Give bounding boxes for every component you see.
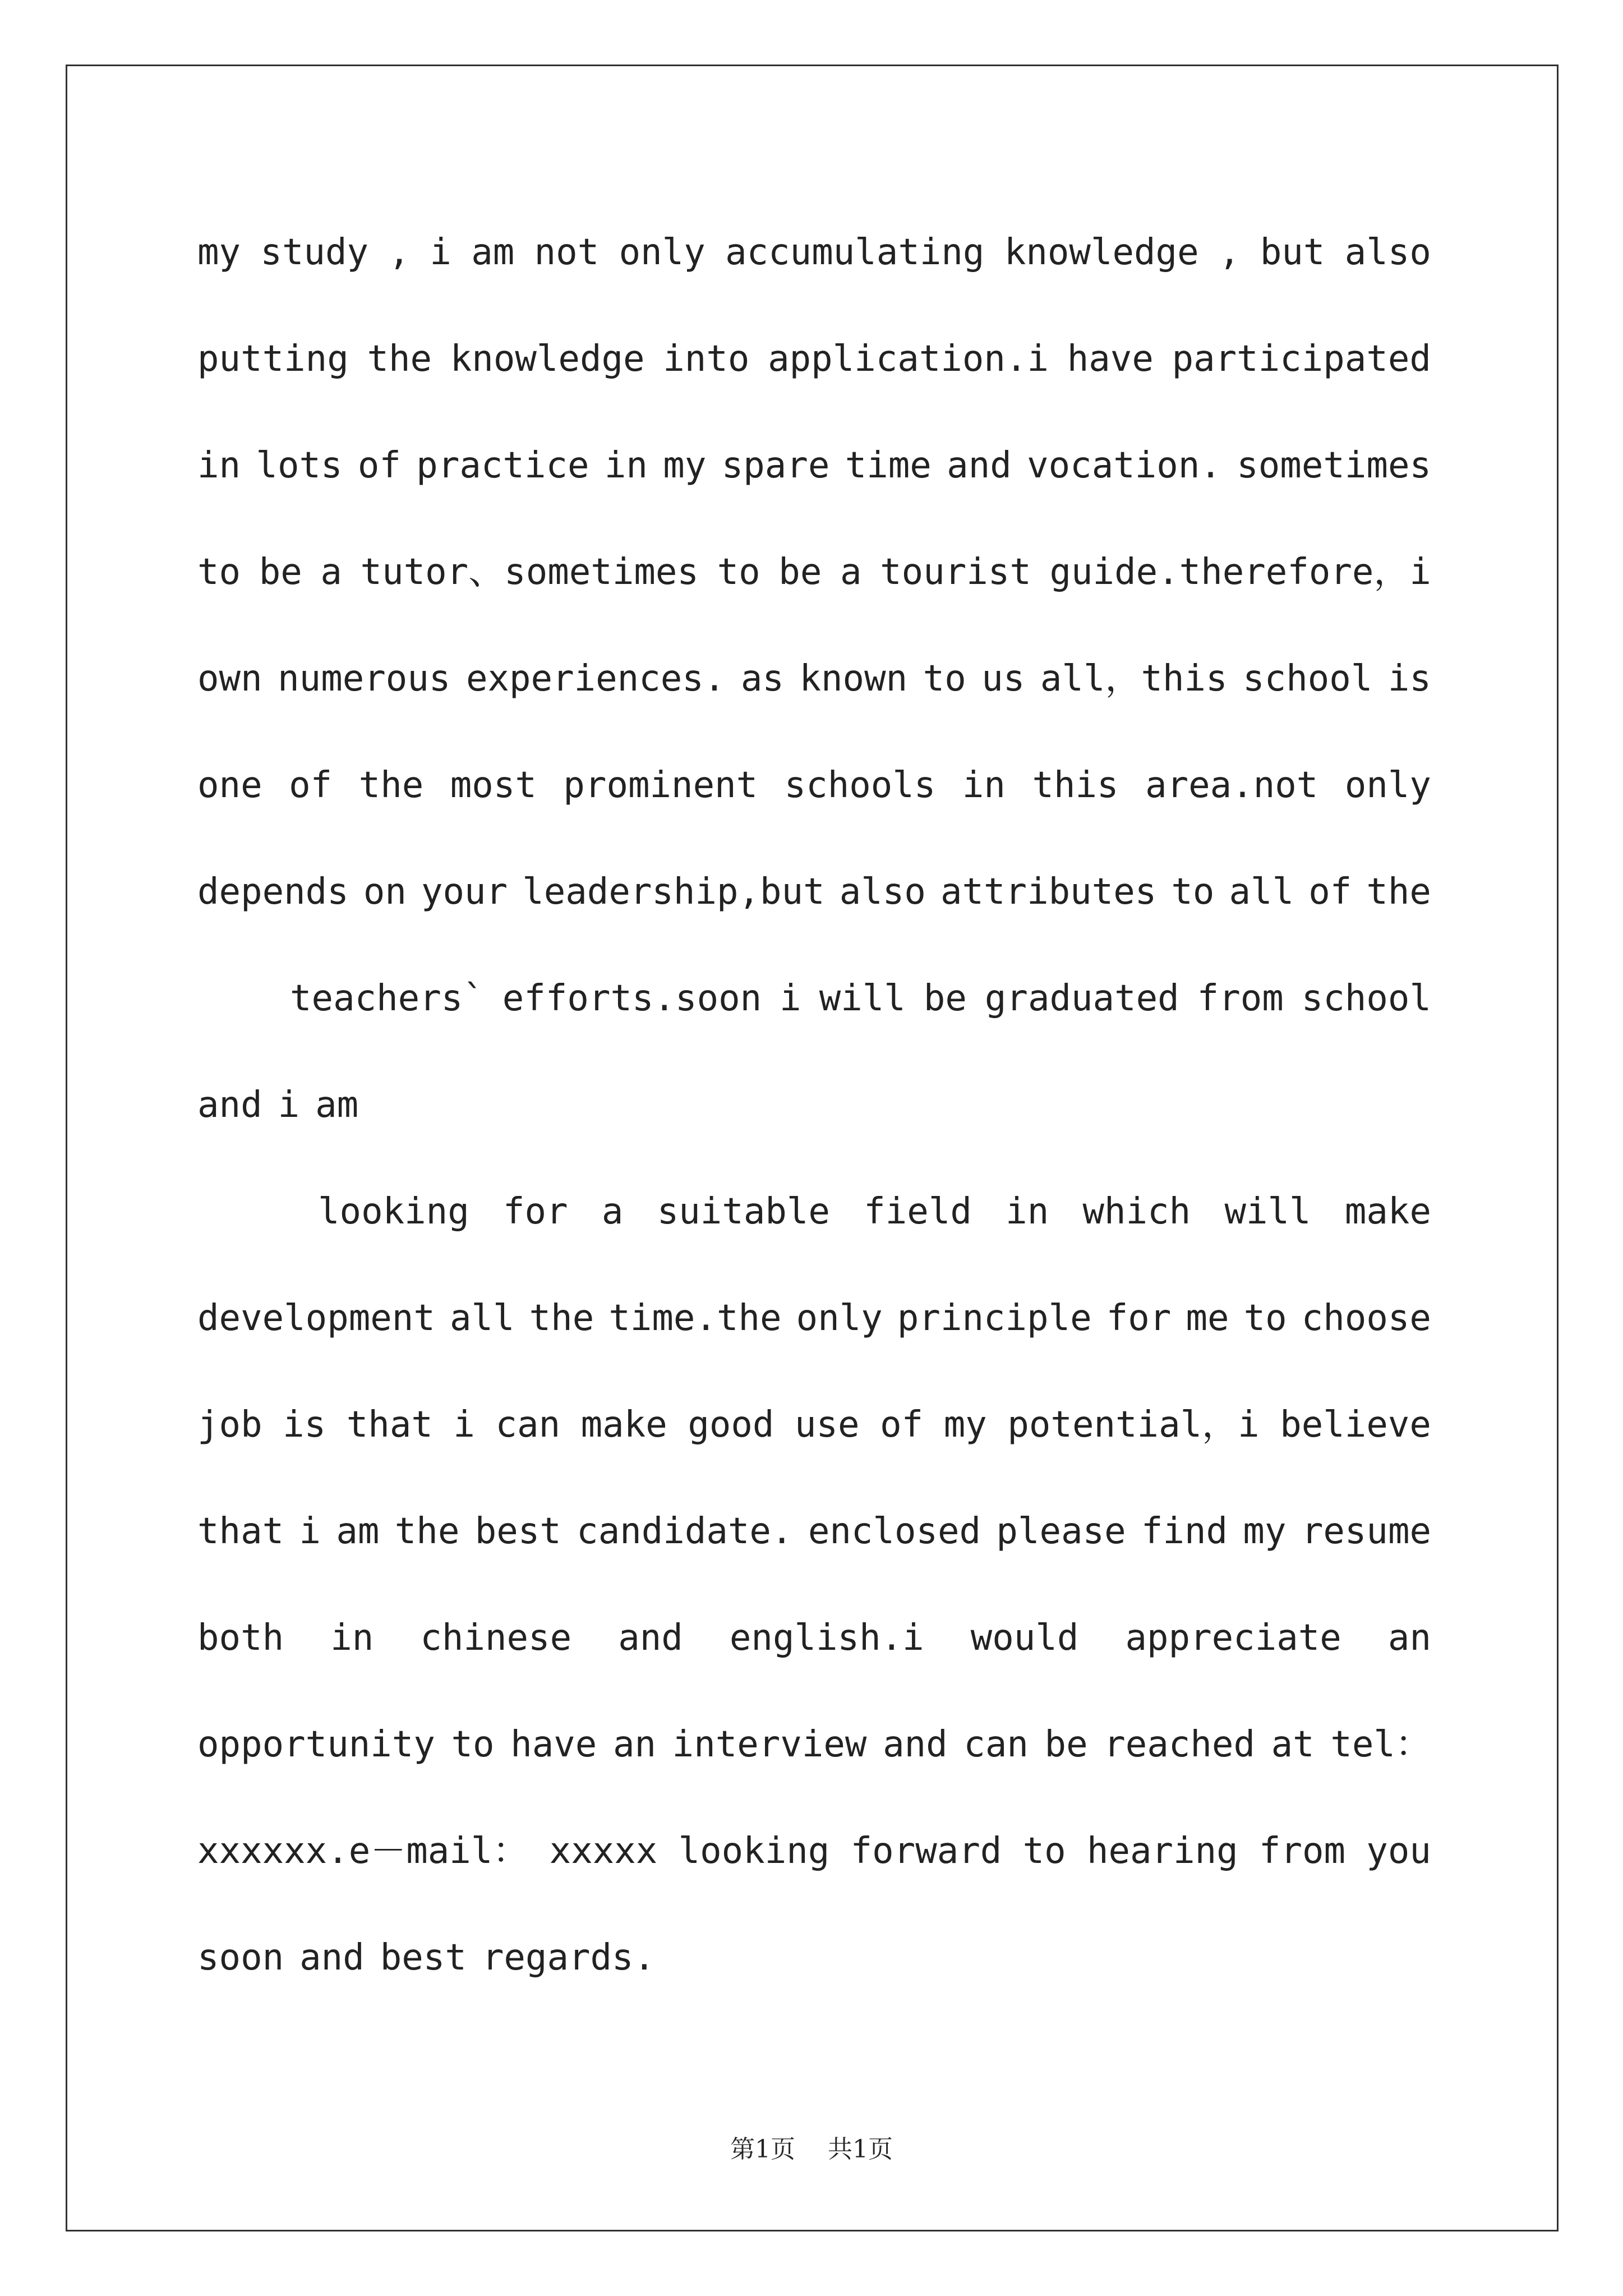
word: be (259, 551, 302, 593)
word: an (612, 1724, 657, 1765)
word: enclosed (808, 1511, 981, 1552)
word: job (197, 1404, 262, 1446)
word: would (970, 1617, 1079, 1659)
word: attributes (940, 871, 1157, 913)
word: to (1243, 1297, 1287, 1339)
text-line (197, 1930, 1431, 2036)
text-line (197, 1610, 1431, 1717)
word: sometimes (1237, 445, 1431, 486)
word: in (330, 1617, 374, 1659)
word: interview (672, 1724, 867, 1765)
text-line (197, 224, 1431, 331)
word: to (717, 551, 760, 593)
word: from (1258, 1830, 1346, 1872)
word: that (346, 1404, 433, 1446)
word: lots (256, 445, 343, 486)
word: my (197, 232, 241, 273)
word: that (197, 1511, 284, 1552)
text-line (197, 544, 1431, 651)
word: , (1218, 232, 1241, 273)
text-line (197, 1503, 1431, 1610)
word: only (796, 1297, 883, 1339)
word: hearing (1086, 1830, 1238, 1872)
word: a (320, 551, 342, 593)
word: schools (784, 765, 936, 806)
word: chinese (420, 1617, 572, 1659)
word: your (421, 871, 508, 913)
word: is (1387, 658, 1431, 700)
word: tel： (1330, 1724, 1431, 1765)
text-line (197, 438, 1431, 544)
word: forward (850, 1830, 1002, 1872)
word: make (1344, 1191, 1431, 1232)
word: practice (416, 445, 589, 486)
word: graduated (984, 978, 1179, 1019)
word: be (1044, 1724, 1088, 1765)
word: tourist (880, 551, 1031, 593)
word: please (996, 1511, 1126, 1552)
word: all (1229, 871, 1294, 913)
word: for (1106, 1297, 1172, 1339)
word: be (778, 551, 822, 593)
word: i (453, 1404, 475, 1446)
word: potential，i (1007, 1404, 1260, 1446)
word: a (601, 1191, 624, 1232)
text-line (197, 864, 1431, 970)
word: am (471, 232, 515, 273)
word: have (1067, 338, 1154, 380)
word: to (1171, 871, 1215, 913)
word: participated (1172, 338, 1431, 380)
word: i (299, 1511, 321, 1552)
word: of (357, 445, 401, 486)
word: me (1186, 1297, 1229, 1339)
word: is (283, 1404, 326, 1446)
word: candidate. (577, 1511, 793, 1552)
word: can (963, 1724, 1029, 1765)
word: school (1243, 658, 1373, 700)
word: tutor、sometimes (360, 551, 699, 593)
word: looking (678, 1830, 830, 1872)
word: can (495, 1404, 561, 1446)
word: of (880, 1404, 924, 1446)
text-line (197, 1397, 1431, 1503)
word: i (430, 232, 451, 273)
word: , (388, 232, 410, 273)
text-line (197, 757, 1431, 864)
word: guide.therefore，i (1049, 551, 1431, 593)
word: an (1387, 1617, 1431, 1659)
word: looking (318, 1191, 469, 1232)
word: in (1006, 1191, 1049, 1232)
word: and (299, 1937, 365, 1978)
word: teachers` (290, 978, 485, 1019)
word: you (1366, 1830, 1431, 1872)
text-line (197, 1290, 1431, 1397)
word: to (197, 551, 241, 593)
word: accumulating (725, 232, 985, 273)
word: which (1082, 1191, 1191, 1232)
word: only (619, 232, 706, 273)
word: known (799, 658, 908, 700)
word: also (1344, 232, 1431, 273)
word: to (1022, 1830, 1066, 1872)
word: for (503, 1191, 568, 1232)
word: principle (897, 1297, 1092, 1339)
word: will (819, 978, 906, 1019)
word: efforts.soon (502, 978, 762, 1019)
word: spare (721, 445, 830, 486)
word: numerous (278, 658, 451, 700)
word: time.the (608, 1297, 782, 1339)
text-line (197, 970, 1431, 1077)
word: school (1301, 978, 1431, 1019)
word: the (529, 1297, 594, 1339)
page-footer (0, 2129, 1623, 2165)
word: to (451, 1724, 495, 1765)
word: leadership,but (522, 871, 825, 913)
word: opportunity (197, 1724, 435, 1765)
word: all，this (1040, 658, 1228, 700)
text-line (197, 651, 1431, 757)
word: vocation. (1027, 445, 1221, 486)
word: a (840, 551, 862, 593)
word: suitable (657, 1191, 830, 1232)
word: regards. (482, 1937, 656, 1978)
word: of (1308, 871, 1352, 913)
word: resume (1301, 1511, 1431, 1552)
word: only (1344, 765, 1431, 806)
word: xxxxx (549, 1830, 658, 1872)
text-line (197, 1717, 1431, 1823)
word: both (197, 1617, 284, 1659)
word: experiences. (465, 658, 726, 700)
word: will (1224, 1191, 1311, 1232)
word: this (1032, 765, 1119, 806)
page-number: 第1页 (730, 2135, 795, 2164)
word: am (336, 1511, 380, 1552)
word: at (1271, 1724, 1315, 1765)
word: own (197, 658, 262, 700)
word: find (1141, 1511, 1228, 1552)
text-line (197, 1077, 1431, 1184)
word: be (923, 978, 967, 1019)
word: also (839, 871, 926, 913)
word: english.i (729, 1617, 924, 1659)
word: knowledge (450, 338, 645, 380)
word: putting (197, 338, 349, 380)
word: i (278, 1084, 300, 1126)
word: development (197, 1297, 435, 1339)
word: the (358, 765, 424, 806)
word: good (688, 1404, 774, 1446)
word: and (197, 1084, 262, 1126)
word: believe (1280, 1404, 1431, 1446)
word: field (864, 1191, 972, 1232)
word: in (604, 445, 648, 486)
word: us (981, 658, 1025, 700)
word: and (947, 445, 1012, 486)
word: time (845, 445, 932, 486)
word: choose (1301, 1297, 1431, 1339)
page-total: 共1页 (828, 2135, 893, 2164)
word: all (449, 1297, 515, 1339)
word: as (740, 658, 784, 700)
word: my (663, 445, 707, 486)
word: best (380, 1937, 467, 1978)
word: the (367, 338, 432, 380)
word: from (1197, 978, 1284, 1019)
word: area.not (1145, 765, 1318, 806)
word: to (923, 658, 966, 700)
word: reached (1104, 1724, 1255, 1765)
word: but (1260, 232, 1325, 273)
word: of (289, 765, 333, 806)
word: into (663, 338, 750, 380)
word: depends (197, 871, 349, 913)
word: most (450, 765, 537, 806)
word: and (618, 1617, 683, 1659)
document-body (197, 224, 1431, 2036)
word: one (197, 765, 262, 806)
text-line (197, 331, 1431, 438)
word: am (315, 1084, 359, 1126)
word: application.i (768, 338, 1049, 380)
word: soon (197, 1937, 284, 1978)
word: in (962, 765, 1006, 806)
word: best (474, 1511, 561, 1552)
word: study (260, 232, 369, 273)
word: the (1366, 871, 1431, 913)
text-line (197, 1823, 1431, 1930)
word: my (1243, 1511, 1287, 1552)
word: make (580, 1404, 667, 1446)
text-line (197, 1184, 1431, 1290)
word: knowledge (1004, 232, 1199, 273)
word: use (794, 1404, 860, 1446)
word: have (510, 1724, 597, 1765)
word: my (943, 1404, 987, 1446)
word: xxxxxx.e－mail： (197, 1830, 529, 1872)
word: the (394, 1511, 460, 1552)
word: on (363, 871, 407, 913)
word: appreciate (1125, 1617, 1341, 1659)
word: in (197, 445, 241, 486)
word: i (780, 978, 801, 1019)
word: prominent (563, 765, 758, 806)
word: not (534, 232, 600, 273)
word: and (883, 1724, 948, 1765)
